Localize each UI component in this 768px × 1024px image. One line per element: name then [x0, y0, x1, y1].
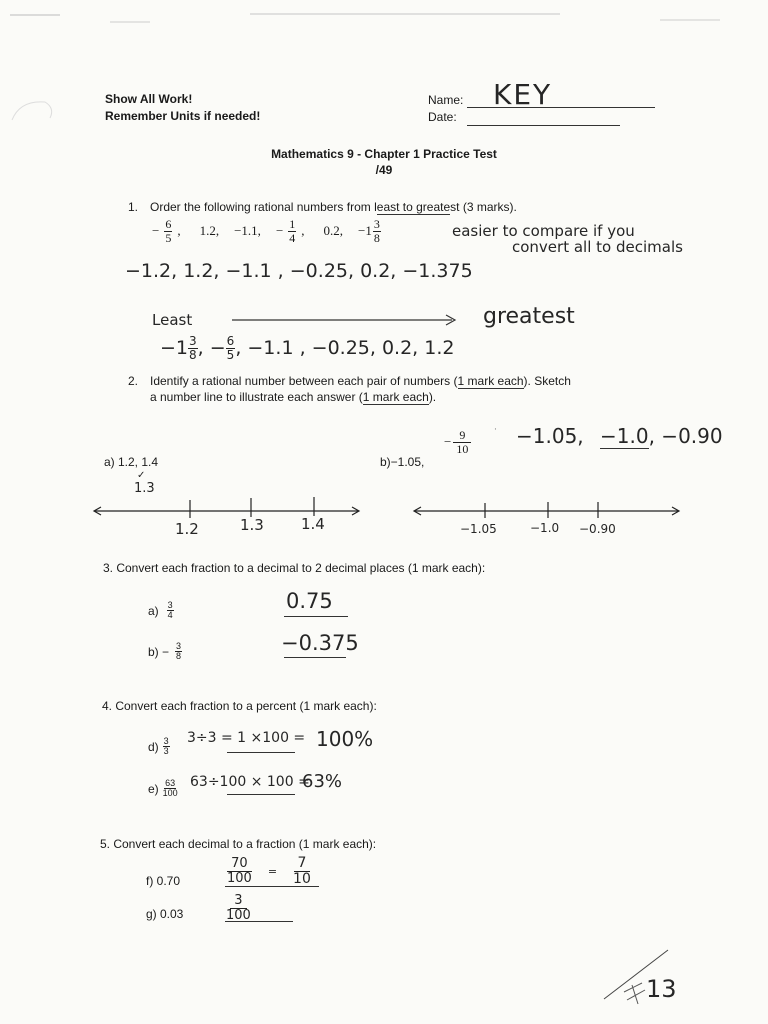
name-label: Name:	[428, 93, 464, 107]
q4e: e) $\frac{63}{100}$	[148, 778, 178, 799]
q2b-tick-label: −1.0	[530, 521, 560, 535]
q2a-answer: 1.3	[134, 481, 155, 496]
grade-mark: 13	[646, 975, 677, 1003]
q2a-tick-label: 1.3	[240, 516, 264, 534]
q3a: a) $\frac{3}{4}$	[148, 600, 173, 621]
q2a-label: a) 1.2, 1.4	[104, 455, 159, 469]
q5f-answer: $\frac{70}{100}$ = $\frac{7}{10}$	[227, 855, 311, 887]
q2b-tick-label: −0.90	[579, 522, 616, 536]
test-score: /49	[375, 163, 393, 177]
q3b: b) − $\frac{3}{8}$	[148, 641, 182, 662]
q1-decimals: −1.2, 1.2, −1.1 , −0.25, 0.2, −1.375	[125, 260, 473, 282]
q4e-answer: 63%	[302, 771, 343, 792]
q2b-dot: ·	[494, 425, 497, 435]
q5g-label: g) 0.03	[146, 907, 184, 921]
show-all-work-text: Show All Work!	[105, 92, 193, 106]
q4d-work: 3÷3 = 1 ×100 =	[187, 730, 306, 746]
q2b-fraction: − $\frac{9}{10}$	[444, 429, 471, 455]
q1-number: 1.	[128, 200, 139, 214]
q4d: d) $\frac{3}{3}$	[148, 736, 169, 757]
q4d-answer: 100%	[316, 727, 374, 751]
date-label: Date:	[428, 110, 457, 124]
q1-prompt: Order the following rational numbers from least to greatest (3 marks).	[150, 200, 517, 214]
q2-number: 2.	[128, 374, 139, 388]
q2b-tick-label: −1.05	[460, 522, 497, 536]
test-title: Mathematics 9 - Chapter 1 Practice Test	[271, 147, 497, 161]
q1-answer: −1 $\frac{3}{8}$ , − $\frac{6}{5}$ , −1.1 , −0.25, 0.2, 1.2	[160, 334, 455, 362]
q2a-tick-label: 1.2	[175, 520, 199, 538]
q2b-answer: −1.05, −1.0, −0.90	[516, 424, 723, 448]
q4e-work: 63÷100 × 100 =	[190, 774, 310, 790]
q5g-answer: $\frac{3}{100}$	[226, 893, 251, 923]
q5-prompt: 5. Convert each decimal to a fraction (1 mark each):	[100, 837, 377, 851]
q1-values: − $\frac{6}{5}$ , 1.2, −1.1, − $\frac{1}{4}$ , 0.2, −1 $\frac{3}{8}$	[152, 217, 380, 245]
q2-prompt-line2: a number line to illustrate each answer (1 mark each).	[150, 390, 437, 404]
q2b-label: b)−1.05,	[380, 455, 425, 469]
q1-least-label: Least	[152, 311, 193, 329]
q2a-tick-label: 1.4	[301, 515, 325, 533]
q2a-check-icon: ✓	[137, 470, 146, 481]
q5f-label: f) 0.70	[146, 874, 181, 888]
q3b-answer: −0.375	[281, 631, 359, 655]
q1-note-line1: easier to compare if you	[452, 222, 635, 240]
q1-greatest-label: greatest	[483, 304, 575, 329]
q1-note-line2: convert all to decimals	[512, 238, 683, 256]
name-value: KEY	[493, 78, 553, 111]
q3-prompt: 3. Convert each fraction to a decimal to 2 decimal places (1 mark each):	[103, 561, 486, 575]
q3a-answer: 0.75	[286, 589, 333, 613]
q4-prompt: 4. Convert each fraction to a percent (1 mark each):	[102, 699, 377, 713]
q2-prompt-line1: Identify a rational number between each pair of numbers (1 mark each). Sketch	[150, 374, 571, 388]
remember-units-text: Remember Units if needed!	[105, 109, 261, 123]
